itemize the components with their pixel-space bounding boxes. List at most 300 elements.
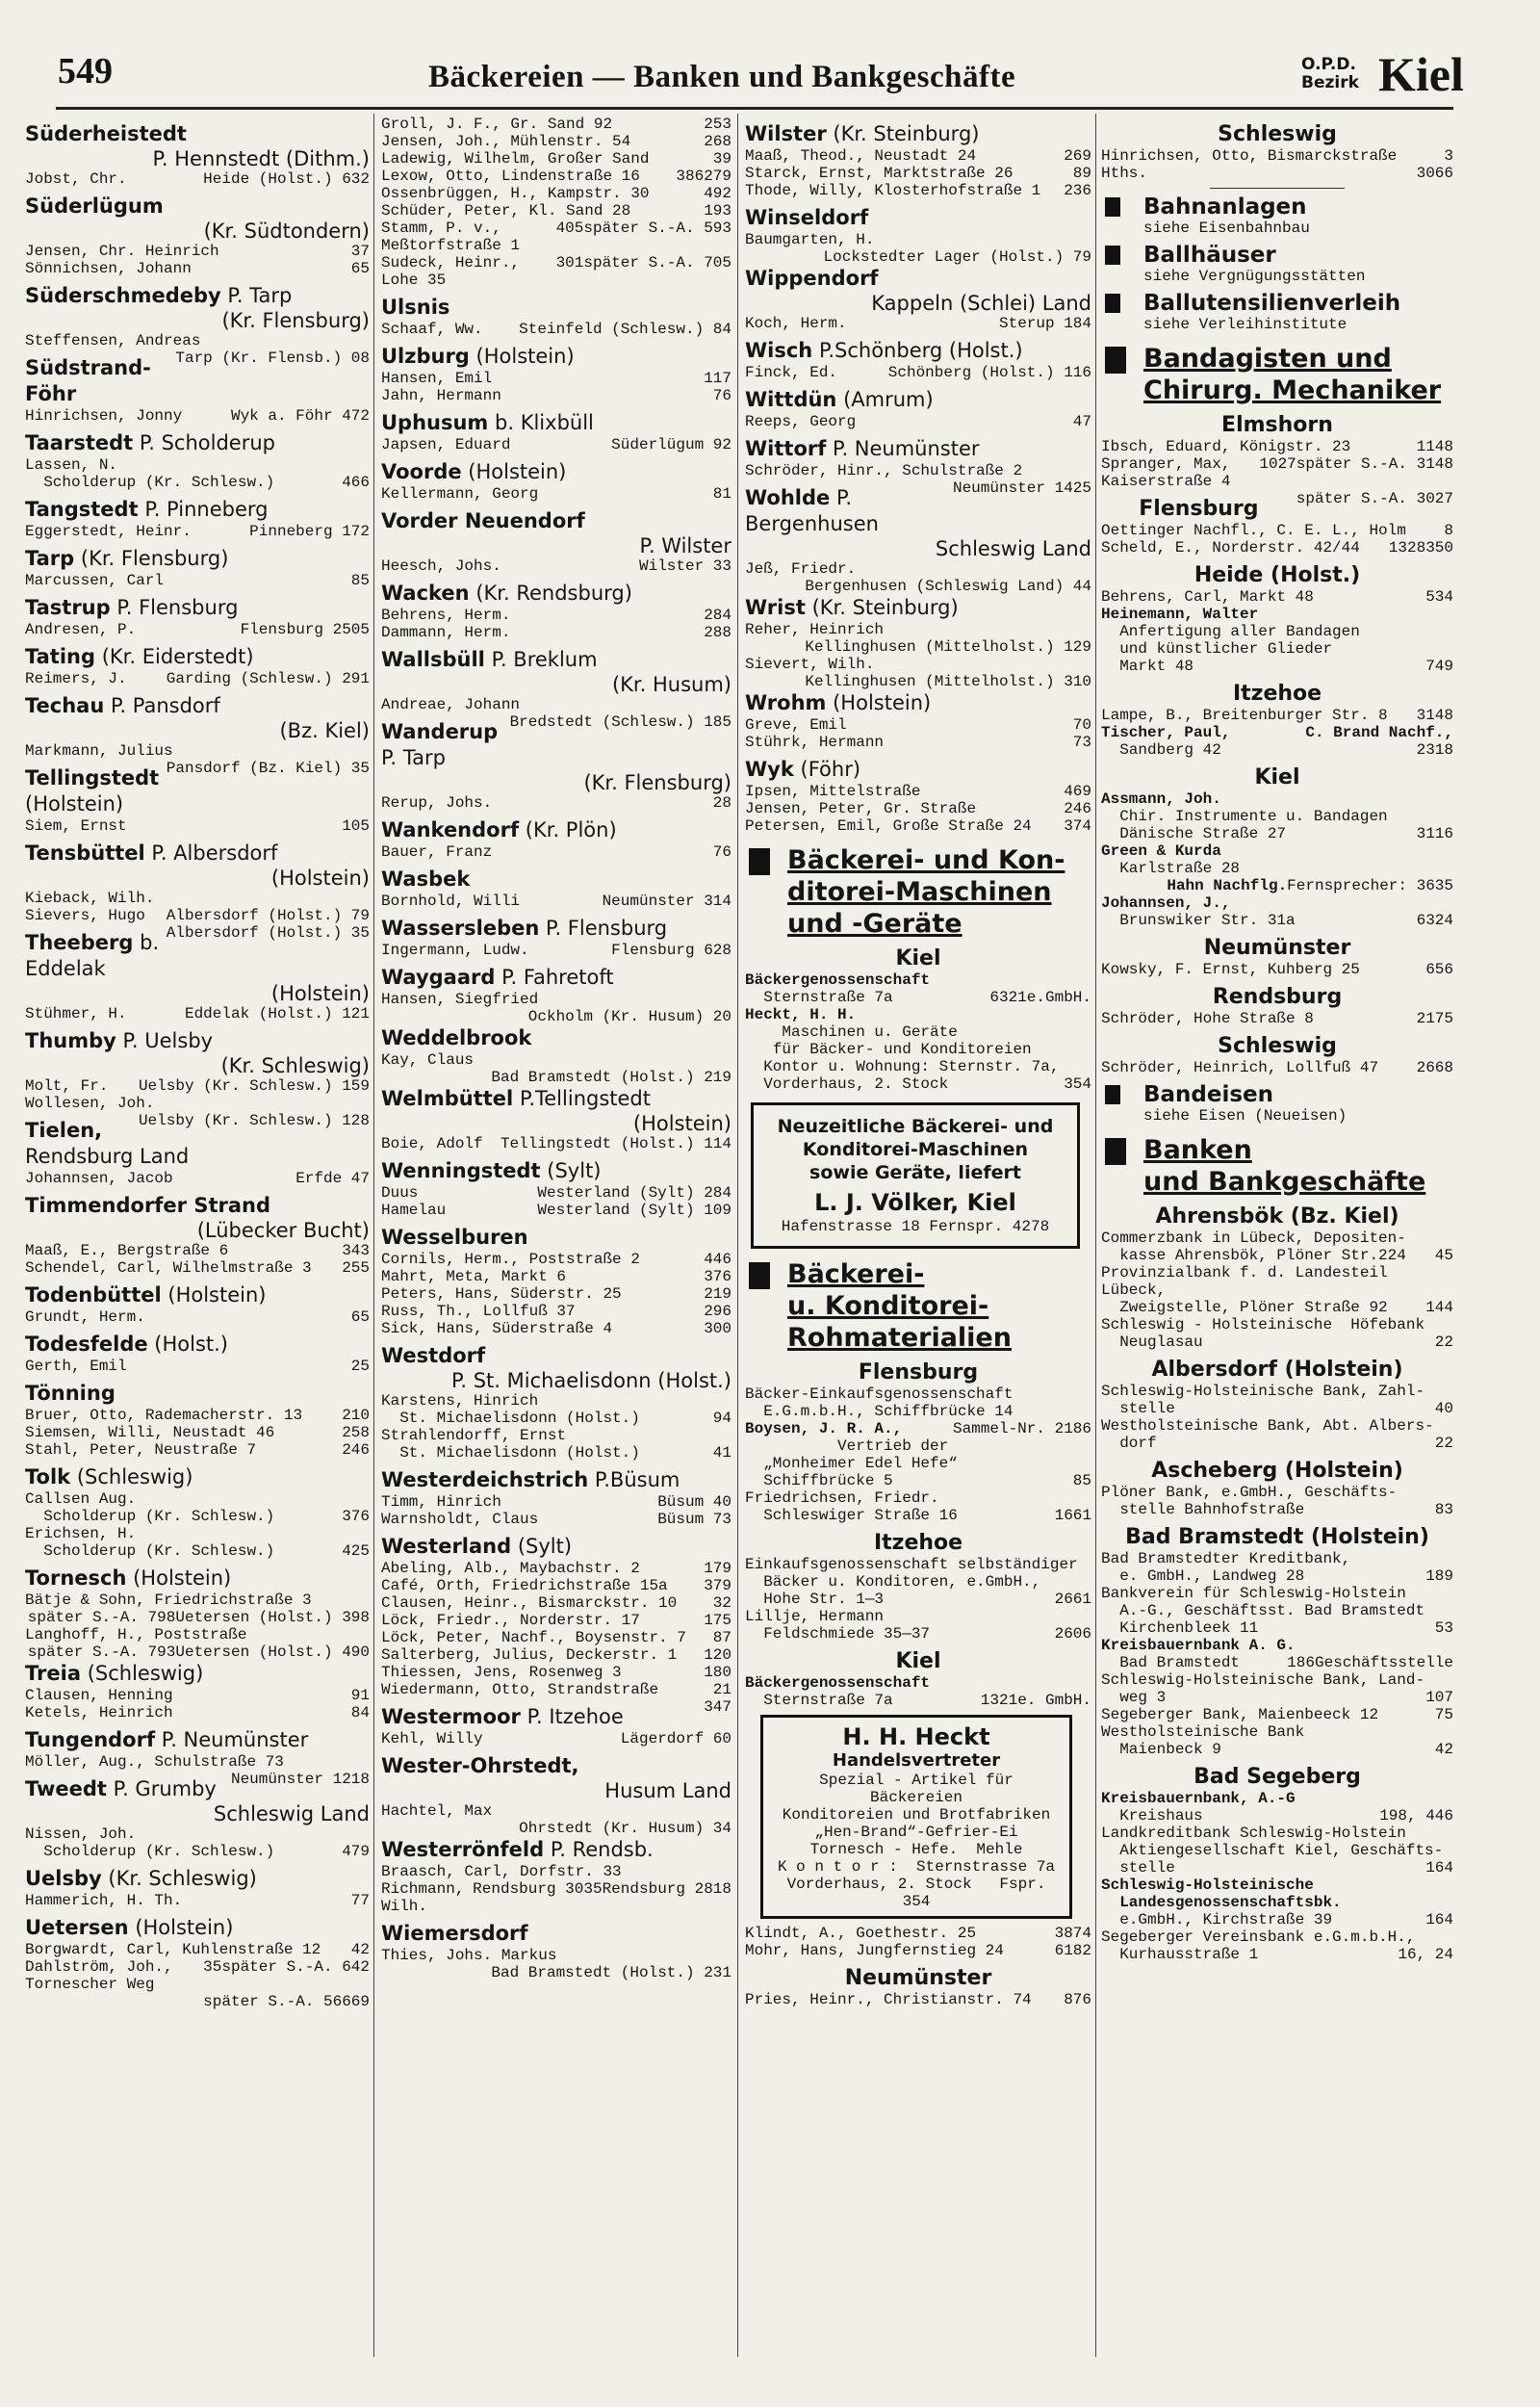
ad-line: Konditorei-Maschinen <box>802 1139 1029 1160</box>
town-name: Wesselburen <box>381 1226 528 1249</box>
page-number: 549 <box>58 51 113 91</box>
entry-name: Sternstraße 7a <box>745 1692 893 1709</box>
town-name: Wacken <box>381 582 470 605</box>
entry-name: kasse Ahrensbök, Plöner Str.224 <box>1101 1247 1406 1264</box>
directory-entry <box>381 696 732 713</box>
directory-entry <box>745 413 1091 430</box>
entry-name: Oettinger Nachfl., C. E. L., Holm <box>1101 522 1406 539</box>
entry-phone: 268 <box>704 133 732 150</box>
town-name: Wankendorf <box>381 818 520 841</box>
town-heading <box>25 121 370 147</box>
entry-name: Karlstraße 28 <box>1101 860 1241 877</box>
entry-phone: C. Brand Nachf., <box>1305 724 1453 741</box>
entry-name: Duus <box>381 1184 419 1202</box>
entry-name: Einkaufsgenossenschaft selbständiger <box>745 1556 1078 1573</box>
entry-name: Molt, Fr. <box>25 1077 109 1095</box>
directory-entry <box>1101 1689 1453 1706</box>
directory-entry <box>1101 1790 1453 1807</box>
town-postal-note: (Holstein) <box>25 792 124 815</box>
town-postal-note: (Holstein) <box>135 1916 234 1939</box>
entry-phone: 21 <box>712 1681 732 1698</box>
entry-name: Thies, Johs. Markus <box>381 1947 557 1964</box>
town-postal-note: (Holstein) <box>833 691 932 714</box>
entry-phone: 376 <box>704 1268 732 1285</box>
entry-phone: 180 <box>704 1664 732 1681</box>
town-postal-note: P. Pansdorf <box>111 694 220 717</box>
entry-name: Hinrichsen, Jonny <box>25 407 183 425</box>
town-name: Wiemersdorf <box>381 1922 528 1945</box>
town-heading <box>381 817 732 843</box>
entry-name: Sandberg 42 <box>1101 741 1221 759</box>
town-name: Tolk <box>25 1465 71 1488</box>
town-name: Tornesch <box>25 1566 127 1590</box>
entry-phone: Ockholm (Kr. Husum) 20 <box>527 1008 732 1025</box>
category-title: Ballutensilienverleih <box>1143 291 1401 316</box>
entry-name: Schleswiger Straße 16 <box>745 1507 958 1524</box>
directory-entry <box>25 170 370 188</box>
entry-phone: 47 <box>1072 413 1091 430</box>
directory-entry <box>1101 1637 1453 1654</box>
directory-entry <box>381 1577 732 1594</box>
entry-phone: 175 <box>704 1612 732 1629</box>
entry-name: Neuglasau <box>1101 1333 1203 1351</box>
entry-phone: 3116 <box>1416 825 1453 842</box>
entry-phone: Uetersen (Holst.) 398 <box>175 1609 370 1626</box>
directory-entry <box>745 364 1091 381</box>
directory-entry <box>745 1041 1091 1058</box>
city-heading: Schleswig <box>1218 122 1337 146</box>
entry-name: Tischer, Paul, <box>1101 724 1231 741</box>
town-subheading: Husum Land <box>604 1779 732 1802</box>
entry-phone: 6182 <box>1054 1942 1091 1959</box>
ad-company: L. J. Völker, Kiel <box>814 1189 1016 1216</box>
directory-entry <box>1101 842 1453 860</box>
entry-name: Kreisbauernbank, A.-G <box>1101 1790 1296 1807</box>
town-postal-note: (Sylt) <box>517 1535 573 1558</box>
entry-phone: 374 <box>1064 817 1091 835</box>
entry-phone: Bad Bramstedt (Holst.) 231 <box>491 1964 732 1981</box>
directory-entry <box>1101 1602 1453 1619</box>
town-name: Süderheistedt <box>25 122 187 145</box>
entry-name: Löck, Peter, Nachf., Boysenstr. 7 <box>381 1629 686 1646</box>
entry-phone: Rendsburg 3035 <box>473 1880 603 1898</box>
town-postal-note: (Holst.) <box>154 1333 228 1356</box>
entry-name: Hansen, Emil <box>381 370 493 387</box>
entry-phone: 8 <box>1444 522 1453 539</box>
entry-name: St. Michaelisdonn (Holst.) <box>381 1410 640 1427</box>
town-postal-note: P. Itzehoe <box>526 1705 624 1728</box>
entry-name: Petersen, Emil, Große Straße 24 <box>745 817 1032 835</box>
entry-name: Bad Bramstedter Kreditbank, <box>1101 1550 1351 1567</box>
directory-entry <box>1101 1946 1453 1963</box>
directory-entry <box>1101 1706 1453 1723</box>
directory-entry <box>1101 623 1453 640</box>
directory-entry <box>381 370 732 387</box>
entry-phone: 198, 446 <box>1379 1807 1453 1825</box>
entry-phone: 255 <box>342 1259 370 1277</box>
entry-name: Bornhold, Willi <box>381 893 521 910</box>
entry-phone: 253 <box>704 116 732 133</box>
entry-phone: Albersdorf (Holst.) 35 <box>166 924 370 942</box>
entry-name: Strahlendorff, Ernst <box>381 1427 567 1444</box>
entry-name: Braasch, Carl, Dorfstr. 33 <box>381 1863 622 1880</box>
town-heading <box>381 1158 732 1184</box>
ad-line: Tornesch - Hefe. Mehle <box>809 1841 1023 1858</box>
entry-phone: Schönberg (Holst.) 116 <box>887 364 1091 381</box>
entry-phone: 2668 <box>1416 1059 1453 1076</box>
category-heading <box>1101 291 1453 316</box>
section-title-line: Bandagisten und <box>1143 344 1392 374</box>
directory-entry <box>745 800 1091 817</box>
entry-name: Jensen, Chr. Heinrich <box>25 243 219 260</box>
directory-entry <box>745 1403 1091 1420</box>
town-name: Westerdeichstrich <box>381 1468 589 1491</box>
town-heading <box>381 410 732 436</box>
entry-phone: 1661 <box>1054 1507 1091 1524</box>
entry-phone: Süderlügum 92 <box>611 436 732 453</box>
entry-name: Spranger, Max, Kaiserstraße 4 <box>1101 455 1241 490</box>
entry-name: für Bäcker- und Konditoreien <box>745 1041 1032 1058</box>
directory-entry <box>1101 1876 1453 1894</box>
entry-name: Karstens, Hinrich <box>381 1392 539 1410</box>
directory-entry <box>25 243 370 260</box>
town-name: Wisch <box>745 339 813 362</box>
entry-phone: 258 <box>342 1424 370 1441</box>
entry-name: Johannsen, J., <box>1101 894 1231 912</box>
directory-entry <box>745 560 1091 578</box>
entry-phone: 35 <box>203 1958 222 1976</box>
entry-name: Provinzialbank f. d. Landesteil Lübeck, <box>1101 1264 1398 1299</box>
entry-phone: 81 <box>712 485 732 503</box>
entry-phone: 2175 <box>1416 1010 1453 1027</box>
entry-phone: 376 <box>342 1508 370 1525</box>
entry-phone: 1321 <box>980 1692 1018 1709</box>
entry-name: Chir. Instrumente u. Bandagen <box>1101 808 1388 825</box>
directory-entry <box>1101 1010 1453 1027</box>
entry-name: Markt 48 <box>1101 658 1194 675</box>
town-postal-note: (Sylt) <box>547 1159 602 1182</box>
entry-name: Kay, Claus <box>381 1051 475 1069</box>
entry-name: Hinrichsen, Otto, Bismarckstraße <box>1101 147 1398 165</box>
entry-name: Clausen, Heinr., Bismarckstr. 10 <box>381 1594 678 1612</box>
entry-name: Lexow, Otto, Lindenstraße 16 <box>381 168 640 185</box>
town-postal-note: (Kr. Flensburg) <box>80 547 229 570</box>
town-postal-note: P. Neumünster <box>161 1728 309 1751</box>
town-heading <box>381 1753 732 1779</box>
entry-phone: 76 <box>712 843 732 861</box>
town-name: Wittorf <box>745 437 827 460</box>
entry-name: Ketels, Heinrich <box>25 1704 173 1721</box>
entry-phone: 77 <box>350 1892 370 1909</box>
entry-name: Warnsholdt, Claus <box>381 1511 539 1528</box>
entry-name: Bätje & Sohn, Friedrichstraße 3 <box>25 1592 312 1609</box>
entry-phone: 22 <box>1434 1435 1453 1452</box>
header-rule <box>56 107 1453 110</box>
town-subheading: (Bz. Kiel) <box>279 719 370 742</box>
entry-name: Schröder, Hinr., Schulstraße 2 <box>745 462 1023 479</box>
entry-name: Schleswig-Holsteinische <box>1101 1876 1314 1894</box>
town-subheading: (Holstein) <box>270 982 370 1005</box>
entry-name: Lassen, N. <box>25 456 118 474</box>
town-heading <box>25 1727 370 1753</box>
ad-line: Neuzeitliche Bäckerei- und <box>777 1116 1054 1137</box>
town-name: Wyk <box>745 758 794 781</box>
entry-name: Baumgarten, H. <box>745 231 875 248</box>
directory-entry <box>381 1863 732 1880</box>
entry-name: Segeberger Vereinsbank e.G.m.b.H., <box>1101 1928 1416 1946</box>
entry-name: Starck, Ernst, Marktstraße 26 <box>745 165 1014 182</box>
town-heading <box>25 430 370 456</box>
town-heading <box>381 581 732 607</box>
entry-phone: 87 <box>712 1629 732 1646</box>
district-label <box>1301 56 1359 92</box>
directory-entry <box>381 1681 732 1698</box>
entry-phone: Flensburg 628 <box>611 942 732 959</box>
entry-name: weg 3 <box>1101 1689 1167 1706</box>
town-name: Wilster <box>745 122 827 145</box>
advertisement-box <box>760 1715 1072 1919</box>
directory-entry <box>745 1608 1091 1625</box>
section-marker-icon <box>1105 347 1126 374</box>
entry-phone: 1027 <box>1259 455 1296 473</box>
column-divider <box>1095 114 1096 2357</box>
town-name: Westermoor <box>381 1705 521 1728</box>
town-heading <box>381 867 732 893</box>
entry-phone: Westerland (Sylt) 284 <box>537 1184 732 1202</box>
entry-phone: 73 <box>1072 734 1091 751</box>
entry-phone: Neumünster 1218 <box>230 1771 370 1788</box>
directory-entry <box>1101 1859 1453 1876</box>
entry-name: Westholsteinische Bank <box>1101 1723 1305 1741</box>
directory-entry <box>381 1493 732 1511</box>
entry-phone: 469 <box>1064 783 1091 800</box>
directory-entry <box>1101 438 1453 455</box>
directory-entry <box>381 794 732 812</box>
entry-phone: 236 <box>1064 182 1091 199</box>
directory-entry <box>381 1251 732 1268</box>
directory-entry <box>745 1472 1091 1489</box>
entry-phone: Uelsby (Kr. Schlesw.) 128 <box>138 1112 370 1129</box>
entry-phone: 89 <box>1072 165 1091 182</box>
entry-name: „Monheimer Edel Hefe“ <box>745 1455 958 1472</box>
column-divider <box>737 114 738 2357</box>
column-3 <box>745 116 1091 2008</box>
entry-name: Kowsky, F. Ernst, Kuhberg 25 <box>1101 961 1360 978</box>
entry-name: Bankverein für Schleswig-Holstein <box>1101 1585 1406 1602</box>
city-heading: Kiel <box>895 1649 941 1673</box>
entry-name: Gerth, Emil <box>25 1358 127 1375</box>
entry-phone: 466 <box>342 474 370 491</box>
entry-name: Wiedermann, Otto, Strandstraße <box>381 1681 659 1698</box>
directory-entry <box>1101 825 1453 842</box>
directory-entry <box>381 1664 732 1681</box>
entry-name: Vertrieb der <box>745 1437 949 1455</box>
town-postal-note: (Amrum) <box>843 388 934 411</box>
town-name: Todenbüttel <box>25 1283 162 1307</box>
entry-phone: Garding (Schlesw.) 291 <box>166 670 370 687</box>
town-subheading: (Holstein) <box>270 867 370 890</box>
town-heading <box>745 121 1091 147</box>
entry-phone: 65 <box>350 260 370 277</box>
directory-entry <box>745 1674 1091 1692</box>
directory-entry <box>381 202 732 220</box>
town-name: Tensbüttel <box>25 841 145 865</box>
directory-entry <box>1101 1435 1453 1452</box>
directory-entry <box>381 1560 732 1577</box>
directory-entry <box>381 1285 732 1303</box>
entry-phone: Steinfeld (Schlesw.) 84 <box>519 321 732 338</box>
entry-name: Scholderup (Kr. Schlesw.) <box>25 1508 275 1525</box>
section-heading <box>745 844 1091 940</box>
entry-phone: 45 <box>1434 1247 1453 1264</box>
city-heading: Ascheberg (Holstein) <box>1151 1459 1403 1483</box>
entry-name: Sudeck, Heinr., Lohe 35 <box>381 254 529 289</box>
category-heading <box>1101 194 1453 220</box>
entry-phone: 91 <box>350 1687 370 1704</box>
entry-phone: Wyk a. Föhr 472 <box>230 407 370 425</box>
entry-phone: 189 <box>1425 1567 1453 1585</box>
entry-name: Heesch, Johs. <box>381 557 501 575</box>
town-heading <box>381 1534 732 1560</box>
directory-entry <box>25 817 370 835</box>
entry-name: Russ, Th., Lollfuß 37 <box>381 1303 576 1320</box>
entry-phone: 117 <box>704 370 732 387</box>
entry-phone: 350 <box>1425 539 1453 556</box>
entry-name: Salterberg, Julius, Deckerstr. 1 <box>381 1646 678 1664</box>
town-heading <box>381 1704 732 1730</box>
entry-name: Kreisbauernbank A. G. <box>1101 1637 1296 1654</box>
ad-subtitle: Handelsvertreter <box>832 1750 1001 1771</box>
directory-entry <box>25 890 370 907</box>
town-name: Thumby <box>25 1029 116 1052</box>
entry-phone: Erfde 47 <box>295 1170 370 1187</box>
directory-entry <box>25 1941 370 1958</box>
entry-phone: 379 <box>704 1577 732 1594</box>
section-heading <box>745 1258 1091 1354</box>
city-heading: Bad Segeberg <box>1194 1765 1361 1789</box>
entry-name: Callsen Aug. <box>25 1490 137 1508</box>
entry-phone: Büsum 40 <box>657 1493 732 1511</box>
directory-entry <box>25 1892 370 1909</box>
entry-phone: 164 <box>1425 1911 1453 1928</box>
entry-name: Thode, Willy, Klosterhofstraße 1 <box>745 182 1041 199</box>
town-heading <box>25 1193 370 1219</box>
town-postal-note: (Kr. Rendsburg) <box>475 582 632 605</box>
entry-phone: 76 <box>712 387 732 404</box>
town-postal-note: (Kr. Schleswig) <box>108 1867 257 1890</box>
entry-name: Stamm, P. v., Meßtorfstraße 1 <box>381 220 521 254</box>
directory-entry <box>381 942 732 959</box>
entry-phone: Uelsby (Kr. Schlesw.) 159 <box>138 1077 370 1095</box>
entry-phone: 53 <box>1434 1619 1453 1637</box>
town-name: Ulsnis <box>381 296 450 319</box>
category-marker-icon <box>1105 1085 1120 1104</box>
directory-entry <box>1101 1567 1453 1585</box>
entry-phone: Tarp (Kr. Flensb.) 08 <box>175 349 370 367</box>
directory-entry <box>745 716 1091 734</box>
directory-entry <box>25 456 370 474</box>
town-heading <box>25 1464 370 1490</box>
town-postal-note: (Schleswig) <box>76 1465 193 1488</box>
town-subheading: Kappeln (Schlei) Land <box>871 292 1091 315</box>
town-name: Wester-Ohrstedt, <box>381 1754 579 1777</box>
town-name: Ulzburg <box>381 345 470 368</box>
town-subheading: (Kr. Schleswig) <box>220 1054 370 1077</box>
directory-entry <box>745 1489 1091 1507</box>
directory-entry <box>1101 1400 1453 1417</box>
entry-name: Bäckergenossenschaft <box>745 1674 931 1692</box>
section-title-line: u. Konditorei- <box>787 1291 989 1321</box>
entry-name: Stühmer, H. <box>25 1005 127 1022</box>
entry-phone: 3148 <box>1416 707 1453 724</box>
city-heading: Itzehoe <box>873 1531 963 1555</box>
entry-phone: 210 <box>342 1407 370 1424</box>
town-heading <box>381 344 732 370</box>
directory-entry <box>745 182 1091 199</box>
entry-name: Andreae, Johann <box>381 696 521 713</box>
directory-entry <box>1101 724 1453 741</box>
town-heading <box>745 436 1091 462</box>
town-subheading: P. Wilster <box>639 534 732 557</box>
directory-entry <box>745 1507 1091 1524</box>
entry-name: Sick, Hans, Süderstraße 4 <box>381 1320 613 1337</box>
directory-entry <box>25 332 370 349</box>
directory-entry <box>381 485 732 503</box>
entry-name: Jahn, Hermann <box>381 387 501 404</box>
directory-entry <box>745 1556 1091 1573</box>
entry-phone: 3874 <box>1054 1925 1091 1942</box>
directory-entry <box>381 1629 732 1646</box>
entry-name: Stührk, Hermann <box>745 734 885 751</box>
entry-phone: Lockstedter Lager (Holst.) 79 <box>823 248 1091 266</box>
entry-name: Vorderhaus, 2. Stock <box>745 1075 949 1093</box>
entry-phone: 85 <box>350 572 370 589</box>
category-title: Bahnanlagen <box>1143 194 1307 220</box>
entry-name: E.G.m.b.H., Schiffbrücke 14 <box>745 1403 1014 1420</box>
entry-name: und künstlicher Glieder <box>1101 640 1333 658</box>
directory-entry <box>1101 1741 1453 1758</box>
directory-entry <box>1101 1383 1453 1400</box>
entry-name: Mohr, Hans, Jungfernstieg 24 <box>745 1942 1004 1959</box>
city-heading: Ahrensbök (Bz. Kiel) <box>1155 1204 1399 1229</box>
entry-phone: 386 <box>676 168 705 185</box>
town-name: Wasbek <box>381 867 471 891</box>
directory-entry <box>745 1058 1091 1075</box>
section-title-line: Banken <box>1143 1135 1252 1165</box>
directory-entry <box>1101 1825 1453 1842</box>
entry-name: Cornils, Herm., Poststraße 2 <box>381 1251 640 1268</box>
town-name: Wrist <box>745 596 806 619</box>
town-name: Uelsby <box>25 1867 102 1890</box>
entry-phone: 186 <box>1287 1654 1315 1671</box>
directory-entry <box>1101 1484 1453 1501</box>
entry-phone: später S.-A. 793 <box>27 1643 176 1661</box>
town-name: Wittdün <box>745 388 837 411</box>
town-heading <box>25 1566 370 1592</box>
section-title-line: und Bankgeschäfte <box>1143 1167 1426 1197</box>
entry-name: Stahl, Peter, Neustraße 7 <box>25 1441 257 1459</box>
town-postal-note: P. Albersdorf <box>151 841 278 865</box>
entry-phone: 279 <box>704 168 732 185</box>
entry-name: Markmann, Julius <box>25 742 173 760</box>
entry-name: St. Michaelisdonn (Holst.) <box>381 1444 640 1462</box>
town-name: Tönning <box>25 1382 116 1405</box>
directory-entry <box>381 557 732 575</box>
entry-name: Ibsch, Eduard, Königstr. 23 <box>1101 438 1351 455</box>
town-heading <box>381 1225 732 1251</box>
directory-entry <box>745 1925 1091 1942</box>
entry-name: Boie, Adolf <box>381 1135 483 1152</box>
